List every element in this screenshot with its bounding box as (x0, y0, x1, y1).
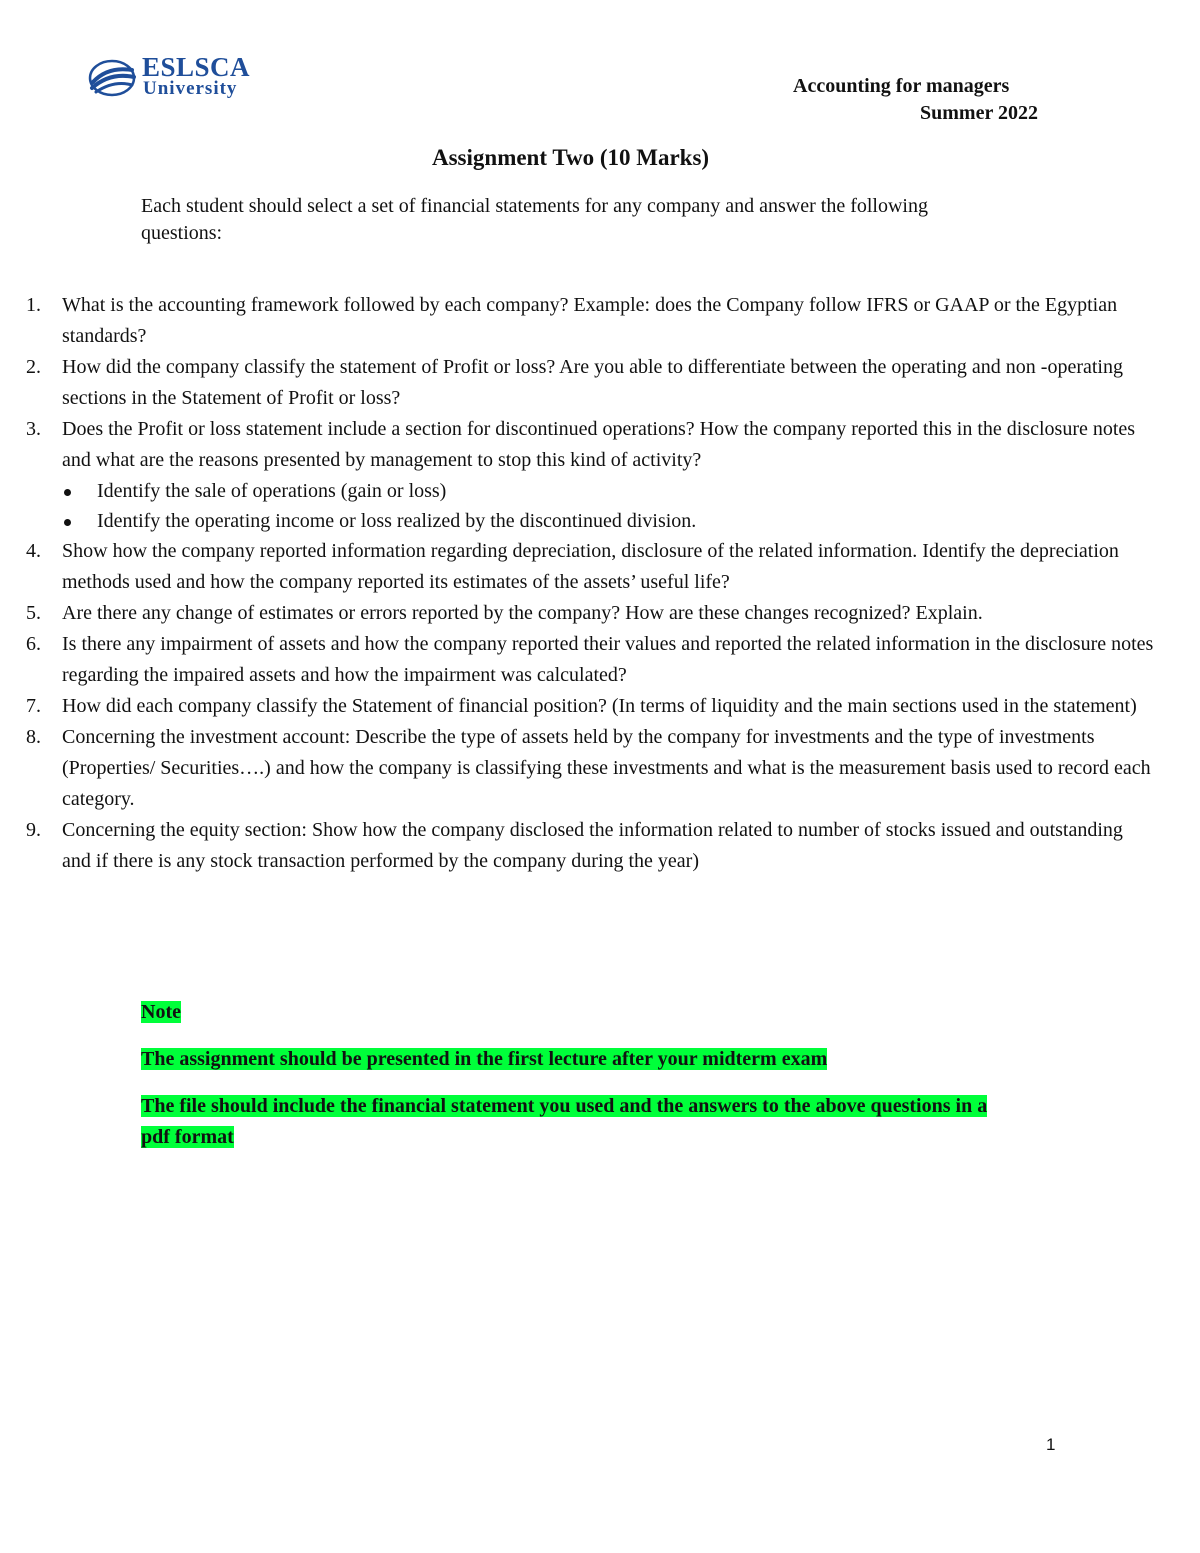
eslsca-swoosh-icon (88, 58, 136, 98)
question-text: How did the company classify the statement of Profit or loss? Are you able to differentiate between the operating and non -operating sections in the Statement of Profit or loss? (62, 356, 1123, 409)
eslsca-logo (88, 52, 268, 102)
question-item (26, 352, 1156, 414)
assignment-title: Assignment Two (10 Marks) (432, 145, 710, 170)
question-text: What is the accounting framework followed by each company? Example: does the Company follow IFRS or GAAP or the Egyptian standards? (62, 294, 1118, 347)
page-number: 1 (1046, 1435, 1056, 1454)
sub-bullet-item (62, 506, 1156, 536)
question-number: 6. (26, 633, 41, 655)
term-label: Summer 2022 (920, 102, 1038, 124)
question-number: 7. (26, 695, 41, 717)
sub-bullet-item (62, 476, 1156, 506)
question-text: Show how the company reported information regarding depreciation, disclosure of the related information. Identify the depreciation methods used and how the company reported its estimates of the assets’ useful life? (62, 540, 1119, 593)
question-text: Is there any impairment of assets and how the company reported their values and reported the related information in the disclosure notes regarding the impaired assets and how the impairment was calculated? (62, 633, 1154, 686)
sub-bullet-text: Identify the sale of operations (gain or loss) (97, 480, 447, 502)
sub-bullet-text: Identify the operating income or loss realized by the discontinued division. (97, 510, 697, 532)
question-item (26, 290, 1156, 352)
question-item (26, 598, 1156, 629)
logo-name: ESLSCA (142, 52, 251, 82)
question-text: How did each company classify the Statement of financial position? (In terms of liquidity and the main sections used in the statement) (62, 695, 1137, 717)
note-label: Note (141, 1001, 181, 1023)
question-text: Concerning the investment account: Describe the type of assets held by the company for investments and the type of investments (Properties/ Securities….) and how the company is classifying these investments and what is the measurement basis used to record each category. (62, 726, 1151, 810)
question-number: 4. (26, 540, 41, 562)
note-file-requirements: The file should include the financial statement you used and the answers to the above questions in a pdf format (141, 1095, 988, 1148)
logo-subtitle: University (143, 78, 238, 99)
question-item (26, 691, 1156, 722)
intro-paragraph: Each student should select a set of financial statements for any company and answer the following questions: (141, 195, 928, 244)
notes-section (141, 997, 1021, 1153)
bullet-dot-icon (64, 489, 71, 496)
question-text: Concerning the equity section: Show how the company disclosed the information related to number of stocks issued and outstanding and if there is any stock transaction performed by the company during the year) (62, 819, 1123, 872)
question-item (26, 722, 1156, 815)
questions-list (26, 290, 1156, 877)
question-item (26, 629, 1156, 691)
question-text: Are there any change of estimates or errors reported by the company? How are these changes recognized? Explain. (62, 602, 983, 624)
question-number: 8. (26, 726, 41, 748)
question-number: 2. (26, 356, 41, 378)
question-number: 3. (26, 418, 41, 440)
question-number: 5. (26, 602, 41, 624)
question-text: Does the Profit or loss statement include a section for discontinued operations? How the company reported this in the disclosure notes and what are the reasons presented by management to stop this kind of activity? (62, 418, 1136, 471)
question-item (26, 536, 1156, 598)
sub-bullet-list (62, 476, 1156, 536)
note-presentation-deadline: The assignment should be presented in the first lecture after your midterm exam (141, 1048, 828, 1070)
question-number: 1. (26, 294, 41, 316)
question-item (26, 815, 1156, 877)
course-name: Accounting for managers (793, 75, 1010, 97)
question-item (26, 414, 1156, 536)
bullet-dot-icon (64, 519, 71, 526)
question-number: 9. (26, 819, 41, 841)
